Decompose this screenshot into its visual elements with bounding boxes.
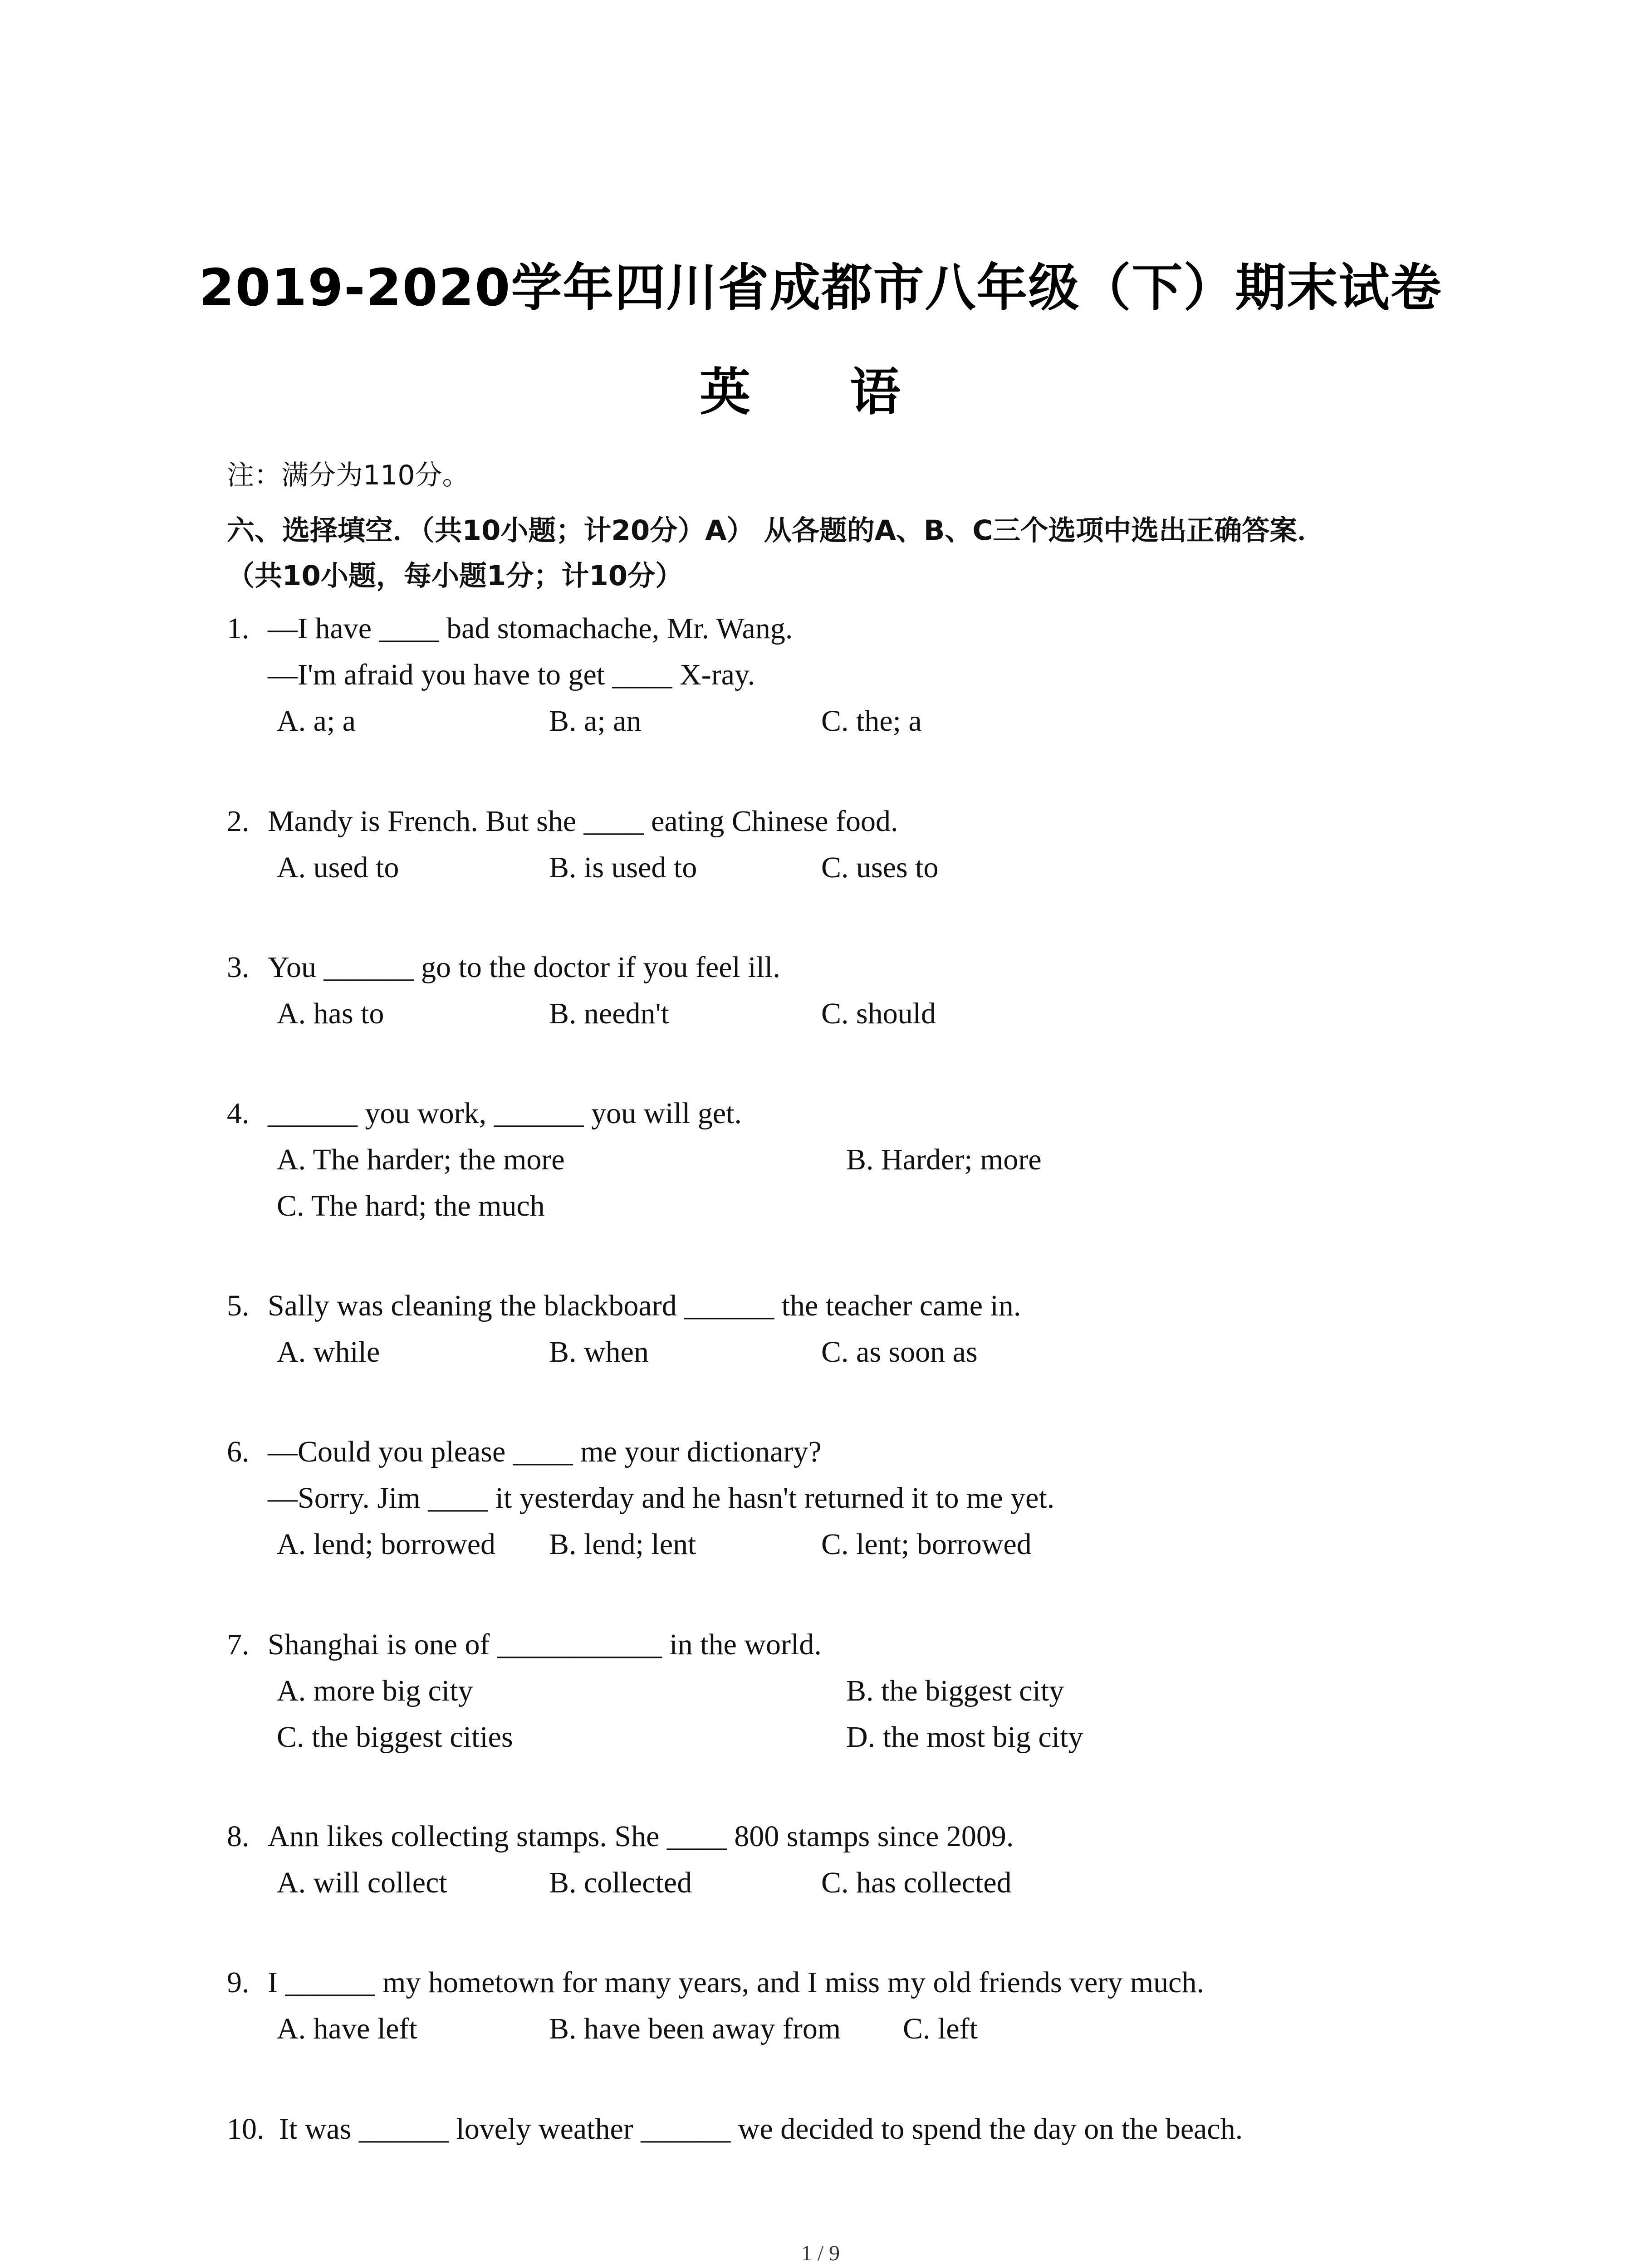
option-c[interactable]: C. left xyxy=(903,2012,978,2045)
page-number: 1 / 9 xyxy=(801,2241,840,2265)
question-5 xyxy=(227,1283,1452,1375)
option-c[interactable]: C. has collected xyxy=(821,1866,1012,1899)
question-stem: —I'm afraid you have to get ____ X-ray. xyxy=(268,658,755,691)
option-b[interactable]: B. have been away from xyxy=(549,2012,841,2045)
option-row xyxy=(227,991,1452,1037)
option-b[interactable]: B. collected xyxy=(549,1866,692,1899)
option-a[interactable]: A. The harder; the more xyxy=(277,1143,565,1176)
question-stem: —I have ____ bad stomachache, Mr. Wang. xyxy=(268,612,793,645)
question-number: 3. xyxy=(227,951,250,984)
question-4 xyxy=(227,1090,1452,1229)
option-c[interactable]: C. The hard; the much xyxy=(277,1189,545,1222)
question-6 xyxy=(227,1429,1452,1568)
option-a[interactable]: A. will collect xyxy=(277,1866,447,1899)
option-c[interactable]: C. the biggest cities xyxy=(277,1721,513,1754)
question-stem: You ______ go to the doctor if you feel ill. xyxy=(268,951,780,984)
option-row xyxy=(227,698,1452,744)
option-b[interactable]: B. Harder; more xyxy=(846,1143,1042,1176)
option-a[interactable]: A. has to xyxy=(277,997,384,1030)
exam-title: 2019-2020学年四川省成都市八年级（下）期末试卷 xyxy=(199,259,1442,318)
option-b[interactable]: B. a; an xyxy=(549,704,642,738)
option-b[interactable]: B. lend; lent xyxy=(549,1528,696,1561)
question-stem: —Could you please ____ me your dictionary? xyxy=(268,1435,822,1468)
question-7 xyxy=(227,1622,1452,1760)
option-a[interactable]: A. used to xyxy=(277,851,399,884)
option-row xyxy=(227,2006,1452,2052)
option-a[interactable]: A. while xyxy=(277,1335,380,1369)
question-stem: Ann likes collecting stamps. She ____ 800 stamps since 2009. xyxy=(268,1820,1014,1853)
option-c[interactable]: C. as soon as xyxy=(821,1335,978,1369)
question-number: 7. xyxy=(227,1628,250,1661)
score-note: 注：满分为110分。 xyxy=(227,459,470,491)
question-number: 2. xyxy=(227,805,250,838)
question-stem: —Sorry. Jim ____ it yesterday and he hasn't returned it to me yet. xyxy=(268,1481,1055,1515)
option-b[interactable]: B. needn't xyxy=(549,997,669,1030)
option-row xyxy=(227,1521,1452,1568)
question-stem: Shanghai is one of ___________ in the world. xyxy=(268,1628,822,1661)
option-a[interactable]: A. have left xyxy=(277,2012,417,2045)
option-c[interactable]: C. should xyxy=(821,997,936,1030)
option-row xyxy=(227,1860,1452,1906)
option-b[interactable]: B. the biggest city xyxy=(846,1674,1064,1707)
question-10 xyxy=(227,2106,1452,2152)
option-b[interactable]: B. is used to xyxy=(549,851,697,884)
option-a[interactable]: A. lend; borrowed xyxy=(277,1528,496,1561)
question-1 xyxy=(227,606,1452,744)
option-row xyxy=(227,1714,1452,1760)
option-c[interactable]: C. the; a xyxy=(821,704,922,738)
option-row xyxy=(227,1668,1452,1714)
question-number: 6. xyxy=(227,1435,250,1468)
option-d[interactable]: D. the most big city xyxy=(846,1721,1083,1754)
section-heading-line2: （共10小题，每小题1分；计10分） xyxy=(227,560,683,592)
section-heading xyxy=(227,508,1434,599)
option-row xyxy=(227,1183,1452,1229)
section-heading-line1: 六、选择填空．（共10小题；计20分）A） 从各题的A、B、C三个选项中选出正确答案． xyxy=(227,514,1325,547)
question-stem: Mandy is French. But she ____ eating Chinese food. xyxy=(268,805,898,838)
option-row xyxy=(227,1137,1452,1183)
question-number: 10. xyxy=(227,2112,265,2146)
option-a[interactable]: A. more big city xyxy=(277,1674,473,1707)
option-b[interactable]: B. when xyxy=(549,1335,649,1369)
question-number: 1. xyxy=(227,612,250,645)
question-number: 5. xyxy=(227,1289,250,1322)
question-3 xyxy=(227,944,1452,1037)
question-8 xyxy=(227,1813,1452,1906)
question-number: 4. xyxy=(227,1097,250,1130)
option-c[interactable]: C. uses to xyxy=(821,851,939,884)
question-2 xyxy=(227,798,1452,891)
question-9 xyxy=(227,1960,1452,2052)
question-number: 8. xyxy=(227,1820,250,1853)
question-number: 9. xyxy=(227,1966,250,1999)
question-stem: It was ______ lovely weather ______ we decided to spend the day on the beach. xyxy=(279,2112,1243,2146)
option-row xyxy=(227,1329,1452,1375)
option-c[interactable]: C. lent; borrowed xyxy=(821,1528,1032,1561)
exam-subject: 英 语 xyxy=(700,363,941,422)
question-stem: I ______ my hometown for many years, and I miss my old friends very much. xyxy=(268,1966,1204,1999)
option-row xyxy=(227,845,1452,891)
question-stem: ______ you work, ______ you will get. xyxy=(268,1097,742,1130)
option-a[interactable]: A. a; a xyxy=(277,704,356,738)
question-stem: Sally was cleaning the blackboard ______ the teacher came in. xyxy=(268,1289,1021,1322)
